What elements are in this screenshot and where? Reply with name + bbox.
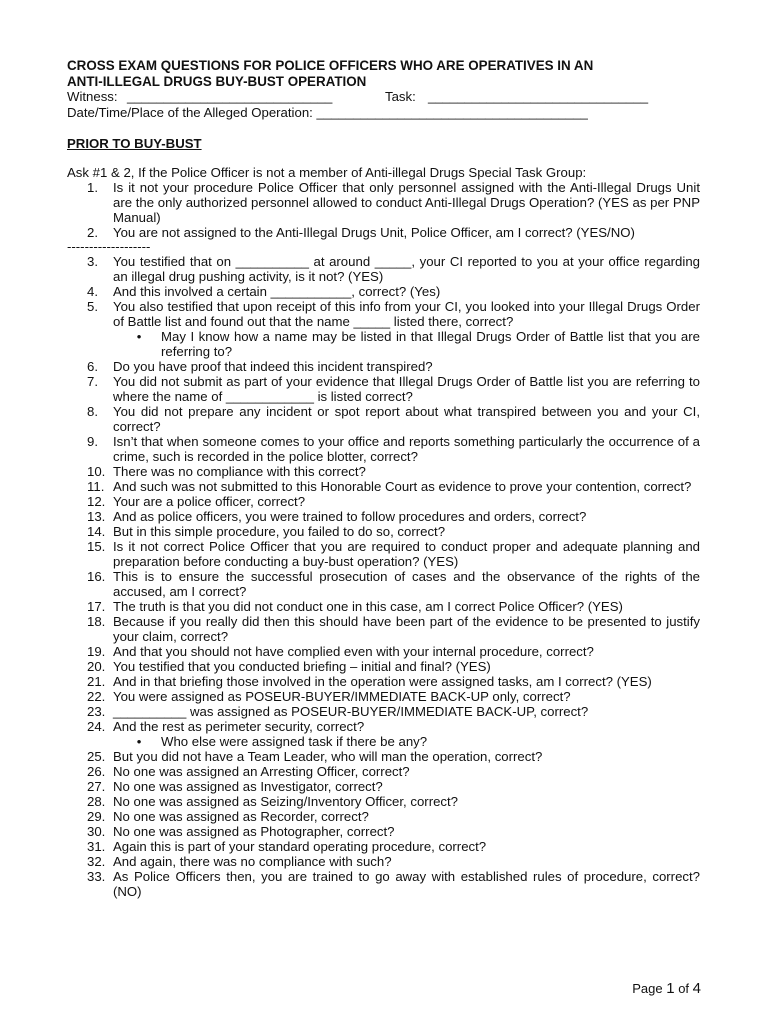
question-item	[67, 509, 700, 524]
question-number: 18.	[87, 614, 106, 629]
question-number: 27.	[87, 779, 106, 794]
question-text: You were assigned as POSEUR-BUYER/IMMEDIATE BACK-UP only, correct?	[113, 689, 571, 704]
question-text: But in this simple procedure, you failed to do so, correct?	[113, 524, 446, 539]
question-text: Is it not your procedure Police Officer that only personnel assigned with the Anti-Illegal Drugs Unit are the only authorized personnel allowed to conduct Anti-Illegal Drugs Operation? (YES as per PNP Manual)	[113, 180, 700, 225]
question-text: Do you have proof that indeed this incident transpired?	[113, 359, 433, 374]
question-item	[67, 854, 700, 869]
question-list-d	[67, 749, 700, 899]
question-item	[67, 569, 700, 599]
bullet-icon: •	[136, 734, 142, 749]
question-text: You did not prepare any incident or spot report about what transpired between you and your CI, correct?	[113, 404, 700, 434]
bullet-text: May I know how a name may be listed in that Illegal Drugs Order of Battle list that you are referring to?	[161, 329, 700, 359]
question-text: And that you should not have complied even with your internal procedure, correct?	[113, 644, 594, 659]
question-item	[67, 659, 700, 674]
question-number: 6.	[87, 359, 98, 374]
question-text: The truth is that you did not conduct one in this case, am I correct Police Officer? (YES)	[113, 599, 623, 614]
question-item	[67, 359, 700, 374]
question-number: 19.	[87, 644, 106, 659]
question-number: 30.	[87, 824, 106, 839]
question-number: 26.	[87, 764, 106, 779]
question-item	[67, 299, 700, 329]
question-text: You are not assigned to the Anti-Illegal Drugs Unit, Police Officer, am I correct? (YES/NO)	[113, 225, 635, 240]
question-text: Again this is part of your standard operating procedure, correct?	[113, 839, 487, 854]
question-text: You testified that on __________ at around _____, your CI reported to you at your office regarding an illegal drug pushing activity, is it not? (YES)	[113, 254, 700, 284]
section-heading: PRIOR TO BUY-BUST	[67, 136, 202, 151]
question-item	[67, 599, 700, 614]
question-text: Is it not correct Police Officer that you are required to conduct proper and adequate planning and preparation before conducting a buy-bust operation? (YES)	[113, 539, 700, 569]
question-text: Because if you really did then this should have been part of the evidence to be presented to justify your claim, correct?	[113, 614, 700, 644]
question-item	[67, 749, 700, 764]
question-text: You also testified that upon receipt of this info from your CI, you looked into your Illegal Drugs Order of Battle list and found out that the name _____ listed there, correct?	[113, 299, 700, 329]
question-text: Your are a police officer, correct?	[113, 494, 306, 509]
question-text: And in that briefing those involved in the operation were assigned tasks, am I correct? (YES)	[113, 674, 652, 689]
question-item	[67, 539, 700, 569]
title-line-2: ANTI-ILLEGAL DRUGS BUY-BUST OPERATION	[67, 73, 367, 89]
question-item	[67, 614, 700, 644]
question-text: No one was assigned as Seizing/Inventory Officer, correct?	[113, 794, 459, 809]
question-number: 12.	[87, 494, 106, 509]
question-text: But you did not have a Team Leader, who will man the operation, correct?	[113, 749, 543, 764]
question-text: This is to ensure the successful prosecution of cases and the observance of the rights of the accused, am I correct?	[113, 569, 700, 599]
footer-total-pages: 4	[692, 980, 701, 997]
question-item	[67, 764, 700, 779]
footer-of-label: of	[674, 981, 693, 996]
question-item	[67, 494, 700, 509]
question-number: 7.	[87, 374, 98, 389]
witness-label: Witness:	[67, 89, 118, 104]
question-item	[67, 284, 700, 299]
question-list-b	[67, 254, 700, 329]
question-number: 29.	[87, 809, 106, 824]
question-number: 13.	[87, 509, 106, 524]
question-number: 21.	[87, 674, 106, 689]
question-item	[67, 674, 700, 689]
question-item	[67, 809, 700, 824]
question-number: 17.	[87, 599, 106, 614]
date-time-place-line: Date/Time/Place of the Alleged Operation: _____________________________________	[67, 104, 588, 120]
bullet-icon: •	[136, 329, 142, 344]
question-item	[67, 719, 700, 734]
question-text: No one was assigned an Arresting Officer, correct?	[113, 764, 410, 779]
question-number: 3.	[87, 254, 98, 269]
question-number: 20.	[87, 659, 106, 674]
question-item	[67, 180, 700, 225]
question-item	[67, 479, 700, 494]
task-label: Task:	[385, 89, 416, 104]
question-text: You did not submit as part of your evidence that Illegal Drugs Order of Battle list you are referring to where the name of ____________ is listed correct?	[113, 374, 700, 404]
question-number: 15.	[87, 539, 106, 554]
question-item	[67, 225, 700, 240]
question-item	[67, 404, 700, 434]
question-number: 23.	[87, 704, 106, 719]
intro-instruction: Ask #1 & 2, If the Police Officer is not a member of Anti-illegal Drugs Special Task Group:	[67, 165, 587, 180]
task-blank: ______________________________	[428, 89, 649, 104]
question-text: And the rest as perimeter security, correct?	[113, 719, 365, 734]
page-footer	[632, 981, 701, 996]
document-content	[67, 58, 700, 899]
question-number: 22.	[87, 689, 106, 704]
question-number: 1.	[87, 180, 98, 195]
question-text: __________ was assigned as POSEUR-BUYER/IMMEDIATE BACK-UP, correct?	[113, 704, 589, 719]
question-number: 2.	[87, 225, 98, 240]
question-text: And this involved a certain ___________, correct? (Yes)	[113, 284, 441, 299]
question-text: And as police officers, you were trained to follow procedures and orders, correct?	[113, 509, 587, 524]
question-item	[67, 779, 700, 794]
question-item	[67, 524, 700, 539]
question-text: Isn’t that when someone comes to your office and reports something particularly the occurrence of a crime, such is recorded in the police blotter, correct?	[113, 434, 700, 464]
question-number: 5.	[87, 299, 98, 314]
footer-current-page: 1	[666, 980, 675, 997]
question-number: 28.	[87, 794, 106, 809]
question-number: 33.	[87, 869, 106, 884]
question-number: 4.	[87, 284, 98, 299]
question-number: 24.	[87, 719, 106, 734]
question-list-c	[67, 359, 700, 734]
question-text: No one was assigned as Recorder, correct?	[113, 809, 369, 824]
divider-line: -------------------	[67, 239, 151, 254]
question-text: And such was not submitted to this Honorable Court as evidence to prove your contention, correct?	[113, 479, 692, 494]
question-item	[67, 824, 700, 839]
question-text: As Police Officers then, you are trained to go away with established rules of procedure, correct? (NO)	[113, 869, 700, 899]
question-item	[67, 254, 700, 284]
question-item	[67, 704, 700, 719]
question-item	[67, 839, 700, 854]
witness-blank: ____________________________	[127, 89, 333, 104]
question-item	[67, 434, 700, 464]
bullet-item	[113, 734, 700, 749]
question-item	[67, 794, 700, 809]
question-number: 25.	[87, 749, 106, 764]
question-text: And again, there was no compliance with such?	[113, 854, 392, 869]
title-line-1: CROSS EXAM QUESTIONS FOR POLICE OFFICERS WHO ARE OPERATIVES IN AN	[67, 58, 594, 73]
question-text: No one was assigned as Investigator, correct?	[113, 779, 383, 794]
bullet-item	[113, 329, 700, 359]
footer-page-label: Page	[632, 981, 667, 996]
question-text: No one was assigned as Photographer, correct?	[113, 824, 395, 839]
question-number: 31.	[87, 839, 106, 854]
question-number: 8.	[87, 404, 98, 419]
question-item	[67, 374, 700, 404]
question-number: 14.	[87, 524, 106, 539]
question-item	[67, 464, 700, 479]
question-number: 11.	[87, 479, 105, 494]
question-item	[67, 869, 700, 899]
question-number: 32.	[87, 854, 106, 869]
question-item	[67, 689, 700, 704]
question-text: You testified that you conducted briefing – initial and final? (YES)	[113, 659, 491, 674]
question-text: There was no compliance with this correct?	[113, 464, 366, 479]
bullet-text: Who else were assigned task if there be any?	[161, 734, 428, 749]
witness-task-row	[67, 89, 700, 105]
question-number: 10.	[87, 464, 106, 479]
question-number: 16.	[87, 569, 106, 584]
document-title	[67, 58, 700, 89]
question-list-a	[67, 180, 700, 240]
question-item	[67, 644, 700, 659]
question-number: 9.	[87, 434, 98, 449]
